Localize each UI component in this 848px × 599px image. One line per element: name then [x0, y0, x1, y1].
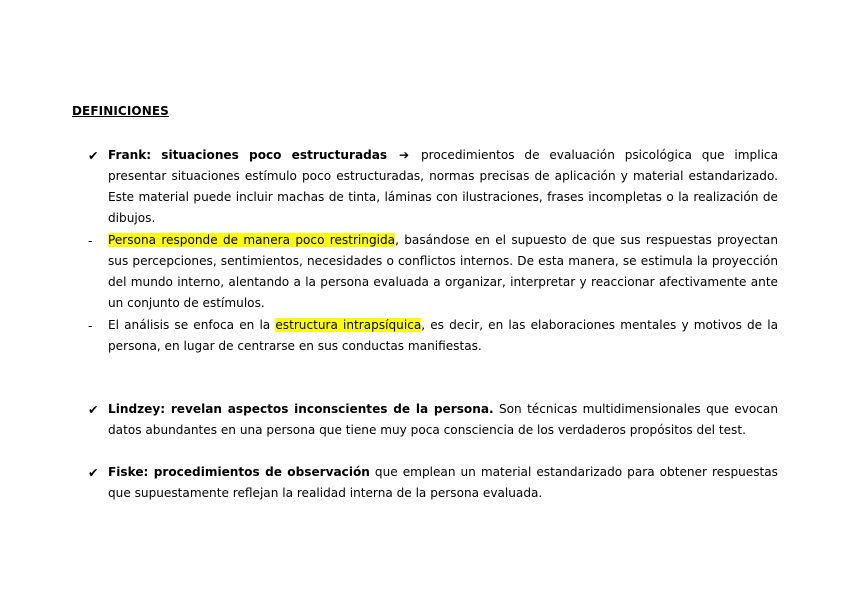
definition-text-lindzey: [108, 399, 778, 441]
sub-text-persona: [108, 230, 778, 314]
definition-title-fiske: Fiske: procedimientos de observación: [108, 465, 370, 479]
highlight-persona: Persona responde de manera poco restringida: [108, 233, 396, 247]
section-heading: DEFINICIONES: [72, 104, 169, 118]
sub-text-analisis: [108, 315, 778, 357]
definition-text-fiske: [108, 462, 778, 504]
dash-bullet: -: [88, 318, 93, 333]
definition-item-frank: [88, 145, 778, 229]
definition-text-frank: [108, 145, 778, 229]
checkmark-icon: ✔: [88, 402, 99, 417]
checkmark-icon: ✔: [88, 465, 99, 480]
sub-item-persona: [88, 230, 778, 314]
definition-item-fiske: [88, 462, 778, 504]
highlight-analisis: estructura intrapsíquica: [275, 318, 422, 332]
sub-item-analisis: [88, 315, 778, 357]
definition-title-lindzey: Lindzey: revelan aspectos inconscientes de la persona.: [108, 402, 494, 416]
checkmark-icon: ✔: [88, 148, 99, 163]
body-persona: , basándose en el supuesto de que sus respuestas proyectan sus percepciones, sentimientos, necesidades o conflictos internos. De esta manera, se estimula la proyección del mundo interno, alentando a la persona evaluada a organizar, interpretar y reaccionar afectivamente ante un conjunto de estímulos.: [108, 233, 778, 310]
definition-body-frank: procedimientos de evaluación psicológica que implica presentar situaciones estímulo poco estructuradas, normas precisas de aplicación y material estandarizado. Este material puede incluir machas de tinta, láminas con ilustraciones, frases incompletas o la realización de dibujos.: [108, 148, 778, 225]
definition-body-fiske: que emplean un material estandarizado para obtener respuestas que supuestamente reflejan la realidad interna de la persona evaluada.: [108, 465, 778, 500]
definition-body-lindzey: Son técnicas multidimensionales que evocan datos abundantes en una persona que tiene muy poca consciencia de los verdaderos propósitos del test.: [108, 402, 778, 437]
definition-item-lindzey: [88, 399, 778, 441]
body-analisis-before: El análisis se enfoca en la: [108, 318, 276, 332]
definition-title-frank: Frank: situaciones poco estructuradas: [108, 148, 388, 162]
body-analisis-after: , es decir, en las elaboraciones mentales y motivos de la persona, en lugar de centrarse en sus conductas manifiestas.: [108, 318, 778, 353]
arrow-right-icon: ➔: [398, 148, 410, 162]
dash-bullet: -: [88, 233, 93, 248]
